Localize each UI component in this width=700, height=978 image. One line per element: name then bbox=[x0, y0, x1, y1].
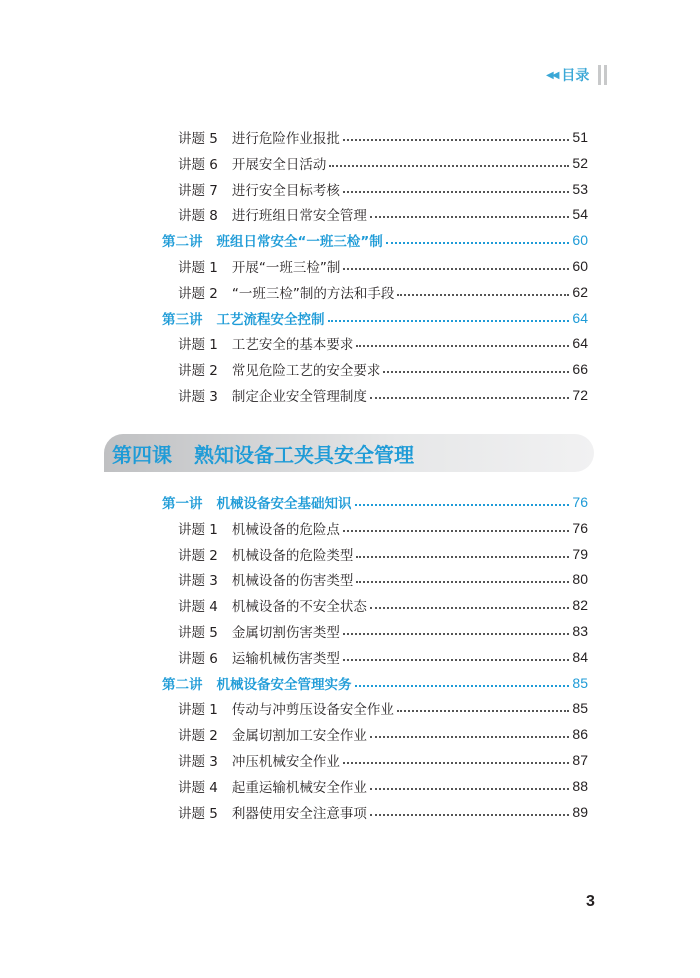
entry-number: 第二讲 bbox=[162, 676, 203, 693]
dot-leader bbox=[383, 371, 569, 373]
entry-title: 开展安全日活动 bbox=[231, 156, 327, 173]
entry-title: 金属切割加工安全作业 bbox=[231, 728, 367, 745]
page-number: 3 bbox=[586, 893, 595, 910]
dot-leader bbox=[356, 581, 569, 583]
toc-topic-entry[interactable] bbox=[178, 280, 588, 304]
entry-number: 第一讲 bbox=[162, 496, 203, 512]
entry-title: 工艺流程安全控制 bbox=[216, 311, 325, 328]
dot-leader bbox=[343, 191, 570, 193]
toc-topic-entry[interactable] bbox=[178, 748, 588, 772]
entry-page: 88 bbox=[572, 777, 588, 794]
toc-topic-entry[interactable] bbox=[178, 516, 588, 540]
toc-topic-entry[interactable] bbox=[178, 177, 588, 201]
entry-number: 讲题 5 bbox=[178, 805, 218, 822]
entry-title: 机械设备的伤害类型 bbox=[231, 573, 354, 590]
entry-page: 51 bbox=[572, 129, 588, 145]
dot-leader bbox=[397, 294, 569, 296]
entry-page: 87 bbox=[572, 752, 588, 768]
entry-title: 制定企业安全管理制度 bbox=[231, 389, 367, 405]
entry-page: 60 bbox=[572, 258, 588, 274]
toc-lecture-entry[interactable] bbox=[162, 228, 588, 252]
entry-number: 讲题 2 bbox=[178, 547, 218, 564]
dot-leader bbox=[343, 268, 569, 270]
entry-title: 进行危险作业报批 bbox=[231, 131, 340, 147]
entry-number: 第三讲 bbox=[162, 311, 203, 328]
dot-leader bbox=[370, 607, 570, 609]
entry-title: 金属切割伤害类型 bbox=[231, 625, 340, 641]
entry-title: 进行班组日常安全管理 bbox=[231, 208, 367, 225]
entry-title: 传动与冲剪压设备安全作业 bbox=[231, 702, 394, 719]
toc-lecture-entry[interactable] bbox=[162, 306, 588, 330]
toc-topic-entry[interactable] bbox=[178, 357, 588, 381]
entry-number: 讲题 5 bbox=[178, 131, 218, 147]
entry-title: 利器使用安全注意事项 bbox=[231, 805, 367, 822]
entry-number: 讲题 1 bbox=[178, 337, 218, 354]
dot-leader bbox=[370, 788, 570, 790]
entry-page: 52 bbox=[572, 154, 588, 171]
dot-leader bbox=[343, 762, 570, 764]
entry-number: 讲题 5 bbox=[178, 625, 218, 641]
entry-page: 84 bbox=[572, 648, 588, 665]
toc-topic-entry[interactable] bbox=[178, 722, 588, 746]
entry-title: 常见危险工艺的安全要求 bbox=[231, 363, 381, 380]
dot-leader bbox=[386, 242, 570, 244]
toc-topic-entry[interactable] bbox=[178, 125, 588, 149]
entry-page: 80 bbox=[572, 571, 588, 588]
entry-number: 讲题 4 bbox=[178, 779, 218, 796]
toc-topic-entry[interactable] bbox=[178, 202, 588, 226]
dot-leader bbox=[329, 165, 569, 167]
entry-number: 讲题 7 bbox=[178, 182, 218, 199]
toc-topic-entry[interactable] bbox=[178, 542, 588, 566]
toc-topic-entry[interactable] bbox=[178, 774, 588, 798]
double-left-arrow-icon: ◀◀ bbox=[546, 69, 558, 81]
entry-number: 讲题 1 bbox=[178, 521, 218, 538]
entry-page: 83 bbox=[572, 623, 588, 639]
entry-page: 76 bbox=[572, 519, 588, 536]
entry-number: 讲题 6 bbox=[178, 650, 218, 667]
entry-number: 讲题 1 bbox=[178, 260, 218, 276]
dot-leader bbox=[370, 736, 570, 738]
entry-number: 讲题 8 bbox=[178, 208, 218, 225]
entry-title: 冲压机械安全作业 bbox=[231, 754, 340, 770]
entry-title: 机械设备安全管理实务 bbox=[216, 676, 352, 693]
toc-topic-entry[interactable] bbox=[178, 696, 588, 720]
entry-page: 72 bbox=[572, 387, 588, 403]
entry-title: 开展“一班三检”制 bbox=[231, 260, 341, 276]
entry-number: 讲题 1 bbox=[178, 702, 218, 719]
dot-leader bbox=[356, 345, 569, 347]
entry-title: “一班三检”制的方法和手段 bbox=[231, 285, 395, 302]
toc-topic-entry[interactable] bbox=[178, 254, 588, 278]
entry-page: 64 bbox=[572, 335, 588, 352]
entry-page: 64 bbox=[572, 309, 588, 326]
entry-page: 82 bbox=[572, 597, 588, 614]
entry-page: 79 bbox=[572, 545, 588, 562]
dot-leader bbox=[343, 633, 570, 635]
dot-leader bbox=[343, 530, 570, 532]
dot-leader bbox=[370, 397, 570, 399]
dot-leader bbox=[370, 216, 570, 218]
dot-leader bbox=[370, 814, 570, 816]
entry-page: 89 bbox=[572, 803, 588, 820]
section-number: 第四课 bbox=[112, 442, 172, 467]
entry-title: 机械设备的不安全状态 bbox=[231, 599, 367, 616]
entry-number: 讲题 2 bbox=[178, 285, 218, 302]
entry-number: 讲题 3 bbox=[178, 389, 218, 405]
toc-topic-entry[interactable] bbox=[178, 645, 588, 669]
entry-page: 62 bbox=[572, 283, 588, 300]
dot-leader bbox=[355, 504, 570, 506]
entry-page: 85 bbox=[572, 674, 588, 691]
toc-topic-entry[interactable] bbox=[178, 151, 588, 175]
entry-title: 运输机械伤害类型 bbox=[231, 650, 340, 667]
header-bars-decoration bbox=[595, 65, 607, 85]
entry-page: 76 bbox=[572, 494, 588, 510]
entry-page: 54 bbox=[572, 206, 588, 223]
dot-leader bbox=[343, 139, 570, 141]
entry-number: 讲题 6 bbox=[178, 156, 218, 173]
entry-page: 85 bbox=[572, 700, 588, 717]
section-title: 熟知设备工夹具安全管理 bbox=[194, 442, 414, 467]
entry-title: 工艺安全的基本要求 bbox=[231, 337, 354, 354]
toc-topic-entry[interactable] bbox=[178, 593, 588, 617]
section-band bbox=[104, 434, 594, 472]
dot-leader bbox=[356, 556, 569, 558]
toc-topic-entry[interactable] bbox=[178, 619, 588, 643]
toc-topic-entry[interactable] bbox=[178, 567, 588, 591]
toc-lecture-entry[interactable] bbox=[162, 671, 588, 695]
entry-number: 讲题 3 bbox=[178, 754, 218, 770]
entry-page: 60 bbox=[572, 232, 588, 249]
entry-number: 讲题 2 bbox=[178, 728, 218, 745]
entry-page: 53 bbox=[572, 180, 588, 197]
dot-leader bbox=[397, 710, 570, 712]
dot-leader bbox=[343, 659, 570, 661]
dot-leader bbox=[355, 685, 570, 687]
entry-title: 机械设备的危险类型 bbox=[231, 547, 354, 564]
entry-number: 讲题 2 bbox=[178, 363, 218, 380]
entry-title: 班组日常安全“一班三检”制 bbox=[216, 234, 383, 251]
entry-page: 66 bbox=[572, 361, 588, 378]
entry-title: 进行安全目标考核 bbox=[231, 182, 340, 199]
entry-number: 讲题 3 bbox=[178, 573, 218, 590]
toc-topic-entry[interactable] bbox=[178, 331, 588, 355]
dot-leader bbox=[328, 320, 570, 322]
entry-page: 86 bbox=[572, 726, 588, 743]
entry-title: 起重运输机械安全作业 bbox=[231, 779, 367, 796]
toc-topic-entry[interactable] bbox=[178, 383, 588, 407]
entry-number: 讲题 4 bbox=[178, 599, 218, 616]
entry-title: 机械设备的危险点 bbox=[231, 521, 340, 538]
entry-title: 机械设备安全基础知识 bbox=[216, 496, 352, 512]
toc-lecture-entry[interactable] bbox=[162, 490, 588, 514]
toc-header-mark bbox=[546, 64, 607, 86]
toc-header-label: 目录 bbox=[561, 68, 590, 84]
entry-number: 第二讲 bbox=[162, 234, 203, 251]
toc-topic-entry[interactable] bbox=[178, 800, 588, 824]
